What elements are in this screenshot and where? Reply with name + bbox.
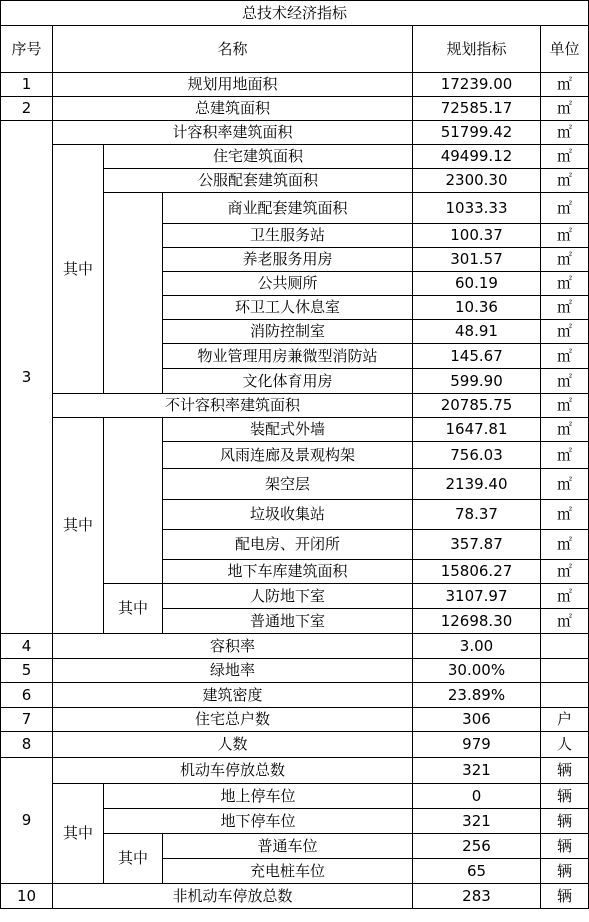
row-unit: ㎡ (541, 442, 589, 469)
row-name: 公共厕所 (163, 272, 413, 296)
row-name: 配电房、开闭所 (163, 530, 413, 560)
row-seq: 2 (1, 97, 53, 121)
row-value: 60.19 (413, 272, 541, 296)
row-value: 357.87 (413, 530, 541, 560)
row-name: 住宅总户数 (53, 708, 413, 732)
row-value: 321 (413, 809, 541, 834)
row-name: 机动车停放总数 (53, 758, 413, 784)
row-value: 599.90 (413, 369, 541, 394)
row-unit: ㎡ (541, 193, 589, 224)
row-name: 架空层 (163, 469, 413, 500)
table-row (1, 145, 589, 169)
row-seq: 8 (1, 732, 53, 758)
table-row (1, 634, 589, 659)
row-name: 普通地下室 (163, 609, 413, 634)
table-row (1, 683, 589, 708)
row-value: 2300.30 (413, 169, 541, 193)
row-name: 物业管理用房兼微型消防站 (163, 344, 413, 369)
row-name: 消防控制室 (163, 320, 413, 344)
row-name: 地下停车位 (104, 809, 413, 834)
row-unit: ㎡ (541, 97, 589, 121)
row-seq: 1 (1, 73, 53, 97)
row-name: 地下车库建筑面积 (163, 560, 413, 584)
row-name: 规划用地面积 (53, 73, 413, 97)
row-seq: 7 (1, 708, 53, 732)
row-unit: ㎡ (541, 584, 589, 609)
row-name: 住宅建筑面积 (104, 145, 413, 169)
row-value: 2139.40 (413, 469, 541, 500)
row-value: 20785.75 (413, 394, 541, 418)
header-seq: 序号 (1, 26, 53, 73)
row-name: 总建筑面积 (53, 97, 413, 121)
row-value: 306 (413, 708, 541, 732)
row-value: 321 (413, 758, 541, 784)
row-value: 17239.00 (413, 73, 541, 97)
row-seq: 6 (1, 683, 53, 708)
table-row (1, 97, 589, 121)
row-name: 商业配套建筑面积 (163, 193, 413, 224)
row-value: 72585.17 (413, 97, 541, 121)
row-unit: ㎡ (541, 369, 589, 394)
row-value: 756.03 (413, 442, 541, 469)
row-value: 1647.81 (413, 418, 541, 442)
group-label-qizhong: 其中 (53, 784, 104, 884)
row-unit: ㎡ (541, 145, 589, 169)
table-row (1, 418, 589, 442)
row-name: 绿地率 (53, 659, 413, 683)
row-seq: 10 (1, 884, 53, 909)
row-value: 0 (413, 784, 541, 809)
row-name: 计容积率建筑面积 (53, 121, 413, 145)
row-unit: ㎡ (541, 344, 589, 369)
row-value: 23.89% (413, 683, 541, 708)
row-unit: ㎡ (541, 248, 589, 272)
header-unit: 单位 (541, 26, 589, 73)
row-name: 养老服务用房 (163, 248, 413, 272)
row-name: 普通车位 (163, 834, 413, 859)
row-name: 公服配套建筑面积 (104, 169, 413, 193)
subgroup-label-qizhong: 其中 (104, 834, 163, 884)
row-seq: 3 (1, 121, 53, 634)
row-name: 非机动车停放总数 (53, 884, 413, 909)
row-unit: 辆 (541, 884, 589, 909)
row-unit (541, 683, 589, 708)
row-name: 地上停车位 (104, 784, 413, 809)
row-name: 建筑密度 (53, 683, 413, 708)
row-unit: 辆 (541, 809, 589, 834)
row-unit: ㎡ (541, 418, 589, 442)
row-unit: ㎡ (541, 560, 589, 584)
row-value: 10.36 (413, 296, 541, 320)
row-seq: 9 (1, 758, 53, 884)
table-row (1, 121, 589, 145)
row-name: 卫生服务站 (163, 224, 413, 248)
row-value: 145.67 (413, 344, 541, 369)
row-unit: ㎡ (541, 169, 589, 193)
table-row (1, 732, 589, 758)
row-unit: ㎡ (541, 530, 589, 560)
row-name: 风雨连廊及景观构架 (163, 442, 413, 469)
row-unit: ㎡ (541, 73, 589, 97)
row-unit: ㎡ (541, 121, 589, 145)
row-value: 256 (413, 834, 541, 859)
row-value: 65 (413, 859, 541, 884)
row-value: 12698.30 (413, 609, 541, 634)
row-unit: ㎡ (541, 469, 589, 500)
table-row (1, 708, 589, 732)
table-row (1, 784, 589, 809)
row-name: 环卫工人休息室 (163, 296, 413, 320)
row-unit: 辆 (541, 859, 589, 884)
row-name: 充电桩车位 (163, 859, 413, 884)
header-name: 名称 (53, 26, 413, 73)
row-name: 容积率 (53, 634, 413, 659)
row-value: 49499.12 (413, 145, 541, 169)
row-unit: 辆 (541, 834, 589, 859)
row-value: 283 (413, 884, 541, 909)
table-row (1, 73, 589, 97)
group-label-qizhong: 其中 (53, 145, 104, 394)
row-unit: ㎡ (541, 500, 589, 530)
row-name: 垃圾收集站 (163, 500, 413, 530)
row-unit: ㎡ (541, 394, 589, 418)
row-value: 301.57 (413, 248, 541, 272)
row-value: 51799.42 (413, 121, 541, 145)
row-unit: ㎡ (541, 224, 589, 248)
table-row (1, 659, 589, 683)
row-unit: ㎡ (541, 296, 589, 320)
subgroup-label-qizhong: 其中 (104, 584, 163, 634)
row-unit: ㎡ (541, 320, 589, 344)
row-value: 3107.97 (413, 584, 541, 609)
row-name: 不计容积率建筑面积 (53, 394, 413, 418)
row-seq: 5 (1, 659, 53, 683)
row-unit: 人 (541, 732, 589, 758)
row-name: 文化体育用房 (163, 369, 413, 394)
table-row (1, 758, 589, 784)
row-unit: 辆 (541, 784, 589, 809)
row-value: 3.00 (413, 634, 541, 659)
table-row (1, 884, 589, 909)
table-row (1, 394, 589, 418)
table-title: 总技术经济指标 (1, 1, 589, 26)
row-value: 979 (413, 732, 541, 758)
row-value: 15806.27 (413, 560, 541, 584)
row-unit: 户 (541, 708, 589, 732)
header-value: 规划指标 (413, 26, 541, 73)
row-unit: 辆 (541, 758, 589, 784)
row-value: 30.00% (413, 659, 541, 683)
row-name: 装配式外墙 (163, 418, 413, 442)
row-unit (541, 634, 589, 659)
row-unit (541, 659, 589, 683)
row-name: 人防地下室 (163, 584, 413, 609)
row-value: 100.37 (413, 224, 541, 248)
row-seq: 4 (1, 634, 53, 659)
empty-subgroup-cell (104, 193, 163, 394)
row-name: 人数 (53, 732, 413, 758)
row-value: 48.91 (413, 320, 541, 344)
group-label-qizhong: 其中 (53, 418, 104, 634)
row-value: 1033.33 (413, 193, 541, 224)
row-unit: ㎡ (541, 609, 589, 634)
row-value: 78.37 (413, 500, 541, 530)
empty-subgroup-cell (104, 418, 163, 584)
row-unit: ㎡ (541, 272, 589, 296)
